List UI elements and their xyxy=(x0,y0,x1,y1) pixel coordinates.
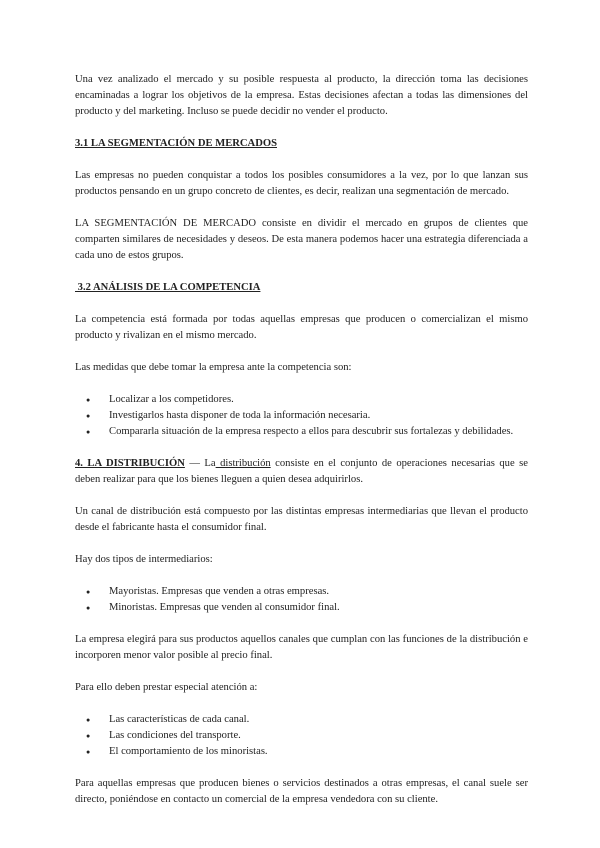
s4-definition-rest: consiste en el conjunto de operaciones necesarias que se deben realizar para que los bienes lleguen a quien desea adquirirlos. xyxy=(75,458,528,485)
list-item: ● Mayoristas. Empresas que venden a otras empresas. xyxy=(109,584,528,600)
list-item: ● Investigarlos hasta disponer de toda la información necesaria. xyxy=(109,408,528,424)
s4-paragraph-2: Hay dos tipos de intermediarios: xyxy=(75,554,213,565)
s4-paragraph-1: Un canal de distribución está compuesto por las distintas empresas intermediarias que llevan el producto desde el fabricante hasta el consumidor final. xyxy=(75,506,528,533)
s4-dash: — La xyxy=(184,458,216,469)
section-3-2-heading: 3.2 ANÁLISIS DE LA COMPETENCIA xyxy=(75,282,261,293)
s32-paragraph-2: Las medidas que debe tomar la empresa ante la competencia son: xyxy=(75,362,352,373)
s4-paragraph-3: La empresa elegirá para sus productos aquellos canales que cumplan con las funciones de la distribución e incorporen menor valor posible al precio final. xyxy=(75,634,528,661)
list-item: ● Compararla situación de la empresa respecto a ellos para descubrir sus fortalezas y debilidades. xyxy=(109,424,528,440)
s4-paragraph-5: Para aquellas empresas que producen bienes o servicios destinados a otras empresas, el canal suele ser directo, poniéndose en contacto un comercial de la empresa vendedora con su cliente. xyxy=(75,778,528,805)
s31-paragraph-2: LA SEGMENTACIÓN DE MERCADO consiste en dividir el mercado en grupos de clientes que comparten similares de necesidades y deseos. De esta manera podemos hacer una estrategia diferenciada a cada uno de estos grupos. xyxy=(75,218,528,261)
s32-paragraph-1: La competencia está formada por todas aquellas empresas que producen o comercializan el mismo producto y rivalizan en el mismo mercado. xyxy=(75,314,528,341)
s31-paragraph-1: Las empresas no pueden conquistar a todos los posibles consumidores a la vez, por lo que lanzan sus productos pensando en un grupo concreto de clientes, es decir, realizan una segmentación de mercado. xyxy=(75,170,528,197)
list-item: ● Las condiciones del transporte. xyxy=(109,728,528,744)
s4-paragraph-4: Para ello deben prestar especial atención a: xyxy=(75,682,258,693)
intro-paragraph: Una vez analizado el mercado y su posible respuesta al producto, la dirección toma las decisiones encaminadas a lograr los objetivos de la empresa. Estas decisiones afectan a todas las dimensiones del producto y del marketing. Incluso se puede decidir no vender el producto. xyxy=(75,74,528,117)
list-item: ● Minoristas. Empresas que venden al consumidor final. xyxy=(109,600,528,616)
intermediaries-list xyxy=(75,584,528,616)
section-4-heading: 4. LA DISTRIBUCIÓN xyxy=(75,458,185,469)
document-page xyxy=(75,72,528,808)
attention-points-list xyxy=(75,712,528,760)
list-item: ● Las características de cada canal. xyxy=(109,712,528,728)
s4-intro-paragraph xyxy=(75,456,528,488)
list-item: ● Localizar a los competidores. xyxy=(109,392,528,408)
competition-measures-list xyxy=(75,392,528,440)
distribucion-term: distribución xyxy=(215,458,271,469)
list-item: ● El comportamiento de los minoristas. xyxy=(109,744,528,760)
section-3-1-heading: 3.1 LA SEGMENTACIÓN DE MERCADOS xyxy=(75,138,277,149)
